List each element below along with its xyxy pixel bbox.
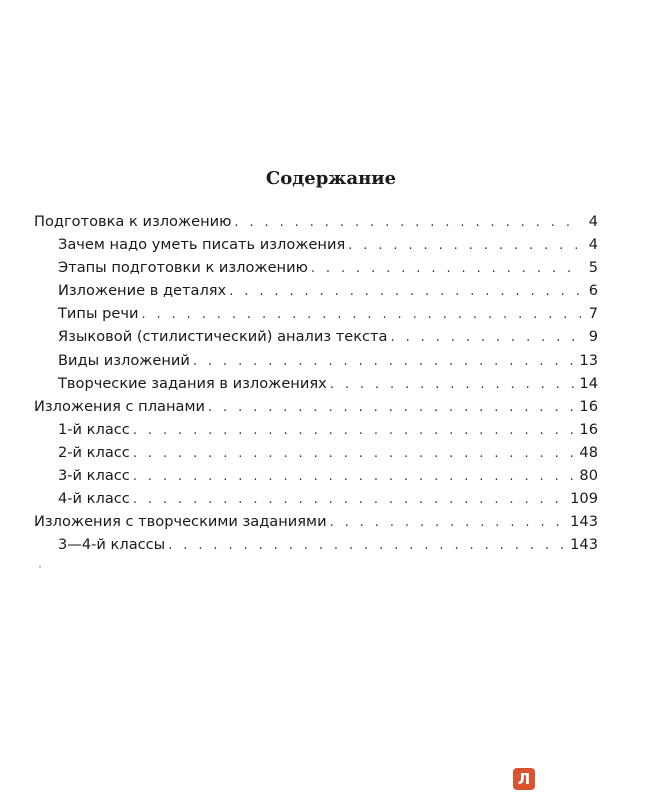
toc-entry-title: Зачем надо уметь писать изложения [58, 236, 346, 254]
toc-entry-title: Языковой (стилистический) анализ текста [58, 328, 388, 346]
toc-page-number: 16 [579, 397, 598, 415]
toc-page-number: 4 [588, 213, 598, 230]
toc-dot-leader [193, 350, 577, 373]
toc-entry [34, 233, 598, 256]
toc-page-number: 7 [588, 305, 598, 323]
toc-entry [34, 210, 598, 233]
toc-entry [34, 349, 598, 372]
toc-entry [34, 533, 598, 556]
toc-page-number: 143 [570, 536, 598, 554]
toc-dot-leader [234, 211, 581, 234]
toc-dot-leader [330, 511, 568, 534]
toc-page-number: 48 [579, 443, 598, 461]
toc-entry-title: Изложения с планами [34, 397, 205, 415]
toc-entry-title: 1-й класс [58, 420, 130, 438]
toc-page-number: 13 [579, 351, 598, 369]
toc-entry-title: 4-й класс [58, 490, 130, 508]
toc-dot-leader [168, 534, 567, 557]
toc-dot-leader [229, 280, 581, 303]
toc-entry [34, 418, 598, 441]
watermark-logo-icon: Л [513, 768, 535, 790]
toc-page-number: 9 [588, 328, 598, 346]
toc-dot-leader [133, 442, 577, 465]
toc-entry [34, 395, 598, 418]
toc-dot-leader [141, 303, 581, 326]
toc-page-number: 14 [579, 374, 598, 392]
toc-dot-leader [208, 396, 576, 419]
toc-entry [34, 302, 598, 325]
toc-dot-leader [348, 234, 581, 257]
toc-entry [34, 256, 598, 279]
toc-entry-title: Типы речи [58, 305, 139, 323]
toc-entry-title: 3—4-й классы [58, 536, 166, 554]
toc-entry [34, 510, 598, 533]
page-title: Содержание [265, 168, 397, 189]
toc-entry-title: Подготовка к изложению [34, 213, 232, 230]
toc-entry-title: Виды изложений [58, 351, 190, 369]
toc-entry-title: Изложения с творческими заданиями [34, 513, 327, 531]
toc-entry [34, 441, 598, 464]
toc-dot-leader [133, 465, 577, 488]
toc-page-number: 6 [588, 282, 598, 300]
toc-entry-title: Этапы подготовки к изложению [58, 259, 308, 277]
toc-dot-leader [133, 419, 577, 442]
toc-entry-title: 3-й класс [58, 467, 130, 485]
toc-page-number: 109 [570, 490, 598, 508]
toc-entry [34, 487, 598, 510]
toc-page-number: 16 [579, 420, 598, 438]
toc-entry-title: Творческие задания в изложениях [58, 374, 327, 392]
toc-page-number: 4 [588, 236, 598, 254]
toc-page-number: 143 [570, 513, 598, 531]
toc-entry-title: 2-й класс [58, 443, 130, 461]
toc-dot-leader [311, 257, 581, 280]
toc-entry [34, 325, 598, 348]
toc-dot-leader [391, 326, 582, 349]
toc-entry-title: Изложение в деталях [58, 282, 227, 300]
toc-entry [34, 464, 598, 487]
toc-entry [34, 279, 598, 302]
toc-entry [34, 372, 598, 395]
scan-speck [39, 566, 41, 568]
toc-dot-leader [133, 488, 567, 511]
toc-page-number: 5 [588, 259, 598, 277]
table-of-contents [34, 210, 598, 556]
toc-page-number: 80 [579, 467, 598, 485]
toc-dot-leader [330, 373, 577, 396]
